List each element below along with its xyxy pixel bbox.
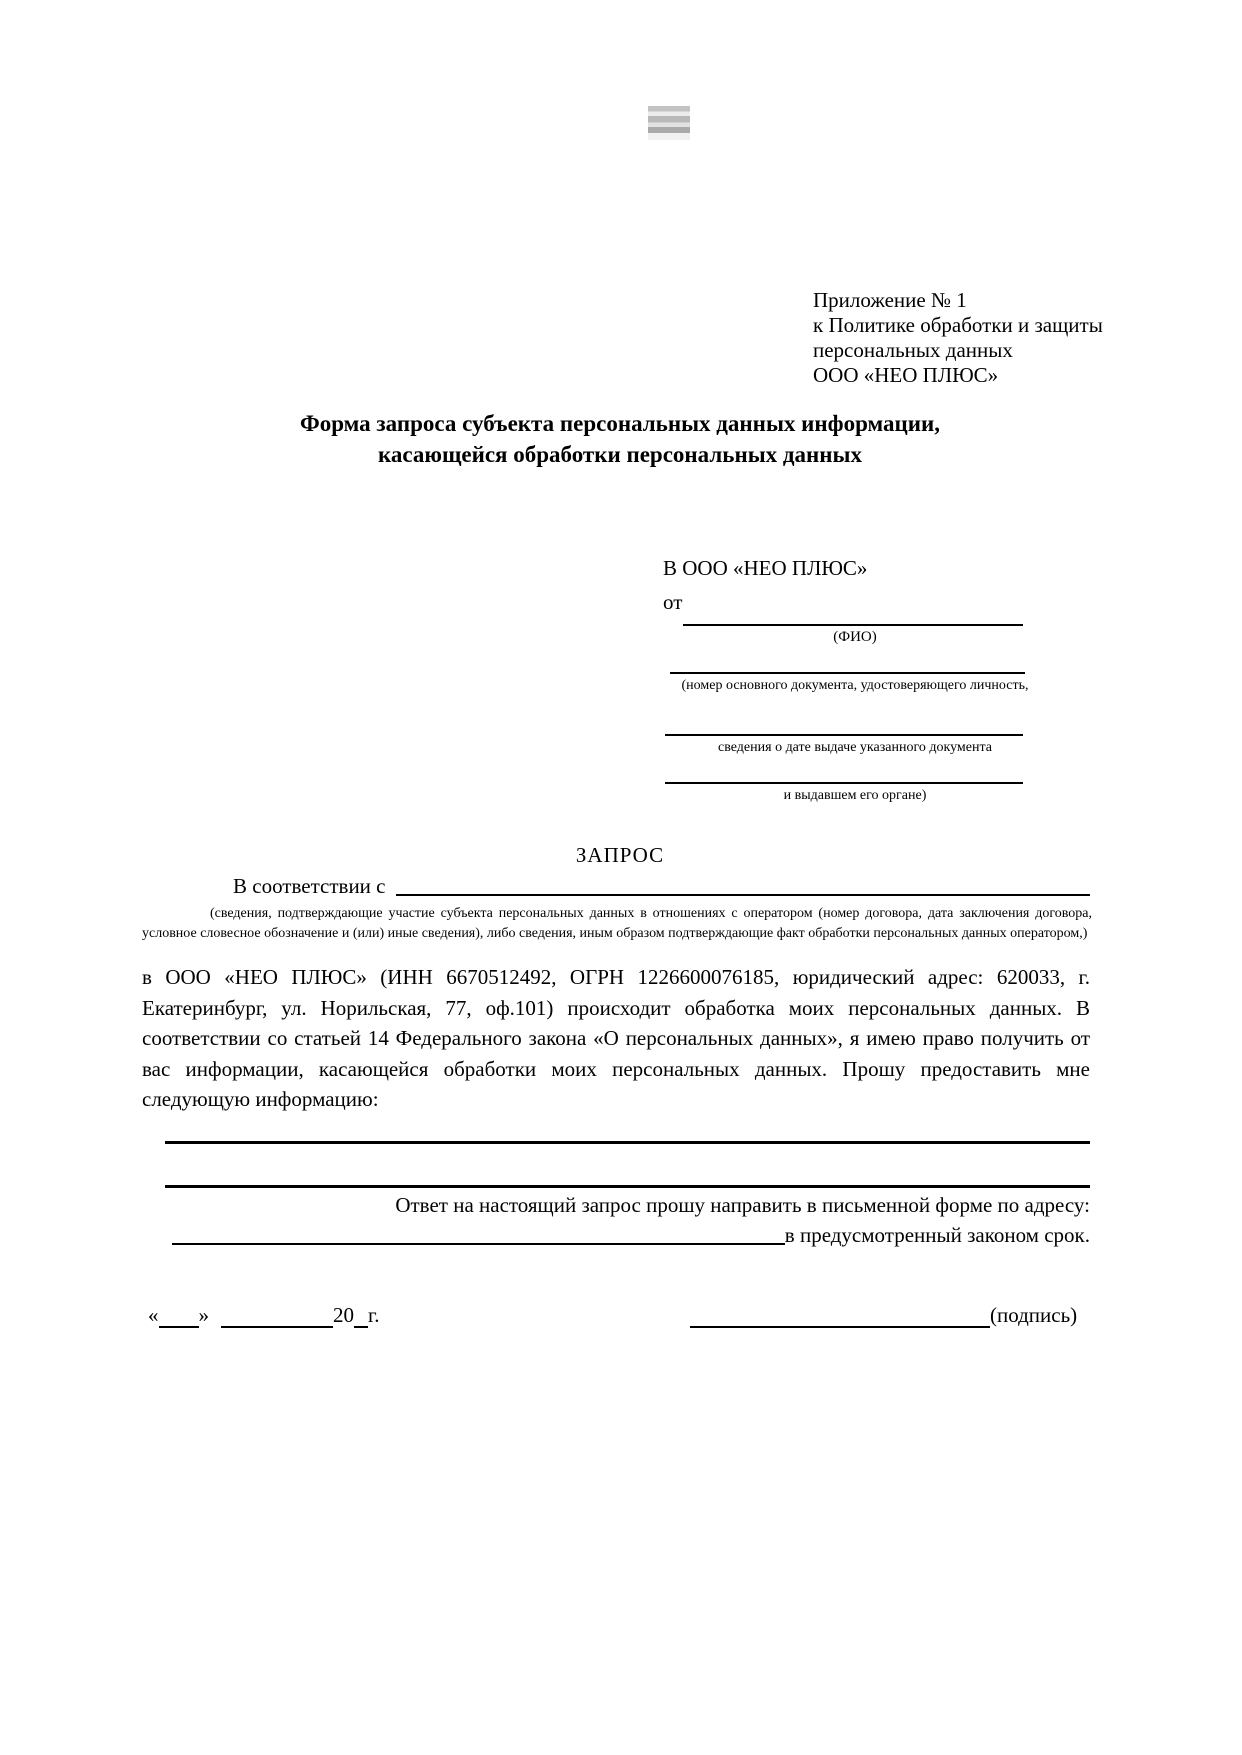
reply-deadline-row <box>172 1223 1090 1248</box>
date-group <box>148 1303 380 1328</box>
appendix-line-3: персональных данных <box>813 338 1013 362</box>
day-quote-open: « <box>148 1303 159 1327</box>
year-fill-line <box>354 1304 368 1328</box>
basis-fill-line <box>396 874 1091 896</box>
address-fill-line <box>172 1223 785 1245</box>
basis-row <box>145 874 1090 899</box>
issue-date-caption: сведения о дате выдаче указанного документа <box>718 740 992 755</box>
year-suffix: г. <box>368 1303 380 1327</box>
signature-group <box>690 1303 1077 1328</box>
reply-deadline-text: в предусмотренный законом срок. <box>784 1223 1090 1247</box>
appendix-line-4: ООО «НЕО ПЛЮС» <box>813 363 999 387</box>
addressee-from-label: от <box>663 590 683 614</box>
signature-fill-line <box>690 1304 990 1328</box>
requested-info-fill-line-2 <box>165 1185 1090 1188</box>
document-title-line2: касающейся обработки персональных данных <box>377 442 863 467</box>
blurred-thumbnail-image <box>648 106 690 140</box>
appendix-header <box>813 288 1103 388</box>
document-title <box>145 408 1095 470</box>
request-body-text: в ООО «НЕО ПЛЮС» (ИНН 6670512492, ОГРН 1226600076185, юридический адрес: 620033, г. Екатеринбург, ул. Норильская, 77, оф.101) происходит обработка моих персональных данных. В соответствии со статьей 14 Федерального закона «О персональных данных», я имею право получить от вас информации, касающейся обработки моих персональных данных. Прошу предоставить мне следующую информацию: <box>142 965 1090 1111</box>
day-fill-line <box>159 1304 199 1328</box>
request-heading: ЗАПРОС <box>575 843 665 867</box>
basis-label: В соответствии с <box>233 874 386 898</box>
issuing-authority-caption: и выдавшем его органе) <box>783 788 927 803</box>
day-quote-close: » <box>198 1303 209 1327</box>
document-title-line1: Форма запроса субъекта персональных данных информации, <box>299 411 941 436</box>
fio-caption: (ФИО) <box>833 629 877 645</box>
fio-fill-line <box>683 624 1023 626</box>
year-prefix: 20 <box>333 1303 354 1327</box>
month-fill-line <box>221 1304 333 1328</box>
issue-date-fill-line <box>665 734 1023 736</box>
addressee-organization: В ООО «НЕО ПЛЮС» <box>663 556 868 580</box>
document-number-caption: (номер основного документа, удостоверяющего личность, <box>681 678 1029 693</box>
signature-caption: (подпись) <box>990 1303 1078 1327</box>
appendix-line-2: к Политике обработки и защиты <box>813 313 1103 337</box>
issuing-authority-fill-line <box>665 782 1023 784</box>
appendix-line-1: Приложение № 1 <box>813 288 967 312</box>
requested-info-fill-line-1 <box>165 1141 1090 1144</box>
document-number-fill-line <box>670 672 1025 674</box>
reply-address-text: Ответ на настоящий запрос прошу направить в письменной форме по адресу: <box>395 1193 1090 1217</box>
basis-footnote-text: (сведения, подтверждающие участие субъекта персональных данных в отношениях с оператором (номер договора, дата заключения договора, условное словесное обозначение и (или) иные сведения), либо сведения, иным образом подтверждающие факт обработки персональных данных оператором,) <box>142 906 1092 941</box>
